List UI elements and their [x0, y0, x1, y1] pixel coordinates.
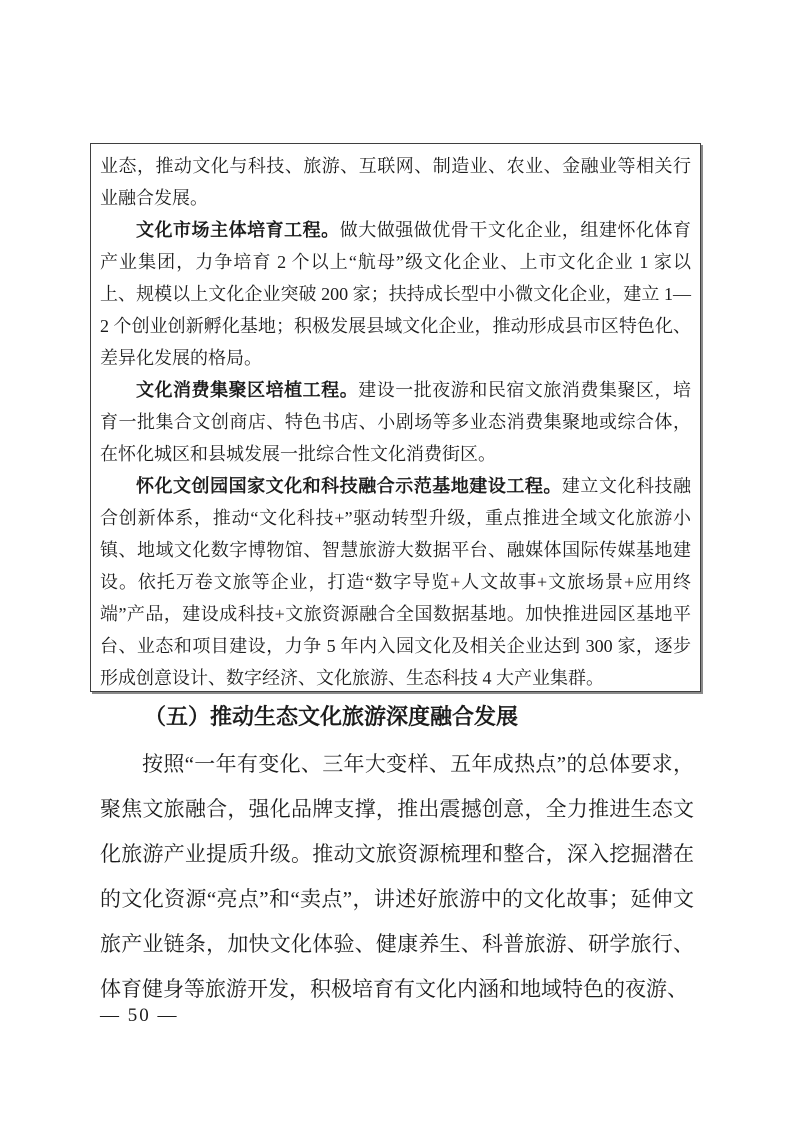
box-paragraph: 文化消费集聚区培植工程。建设一批夜游和民宿文旅消费集聚区，培育一批集合文创商店、特色书店、小剧场等多业态消费集聚地或综合体，在怀化城区和县城发展一批综合性文化消费街区。 — [100, 380, 692, 464]
box-paragraph-lead: 怀化文创园国家文化和科技融合示范基地建设工程。 — [136, 476, 562, 496]
box-paragraph-lead: 文化消费集聚区培植工程。 — [136, 380, 359, 400]
box-paragraph-lead: 文化市场主体培育工程。 — [136, 220, 340, 240]
box-paragraph: 怀化文创园国家文化和科技融合示范基地建设工程。建立文化科技融合创新体系，推动“文化科技+”驱动转型升级，重点推进全域文化旅游小镇、地域文化数字博物馆、智慧旅游大数据平台、融媒体国际传媒基地建设。依托万卷文旅等企业，打造“数字导览+人文故事+文旅场景+应用终端”产品，建设成科技+文旅资源融合全国数据基地。加快推进园区基地平台、业态和项目建设，力争 5 年内入园文化及相关企业达到 300 家，逐步形成创意设计、数字经济、文化旅游、生态科技 4 大产业集群。 — [100, 476, 692, 688]
body-paragraph: 按照“一年有变化、三年大变样、五年成热点”的总体要求，聚焦文旅融合，强化品牌支撑，推出震撼创意，全力推进生态文化旅游产业提质升级。推动文旅资源梳理和整合，深入挖掘潜在的文化资源“亮点”和“卖点”，讲述好旅游中的文化故事；延伸文旅产业链条，加快文化体验、健康养生、科普旅游、研学旅行、体育健身等旅游开发，积极培育有文化内涵和地域特色的夜游、 — [100, 752, 694, 1001]
box-paragraph: 文化市场主体培育工程。做大做强做优骨干文化企业，组建怀化体育产业集团，力争培育 2 个以上“航母”级文化企业、上市文化企业 1 家以上、规模以上文化企业突破 200 家；扶持成长型中小微文化企业，建立 1—2 个创业创新孵化基地；积极发展县域文化企业，推动形成县市区特色化、差异化发展的格局。 — [100, 220, 692, 368]
page-number: — 50 — — [100, 1005, 179, 1026]
box-content — [100, 150, 691, 692]
highlight-box — [90, 143, 701, 692]
box-paragraph: 业态，推动文化与科技、旅游、互联网、制造业、农业、金融业等相关行业融合发展。 — [100, 156, 691, 208]
section-heading: （五）推动生态文化旅游深度融合发展 — [144, 704, 519, 729]
